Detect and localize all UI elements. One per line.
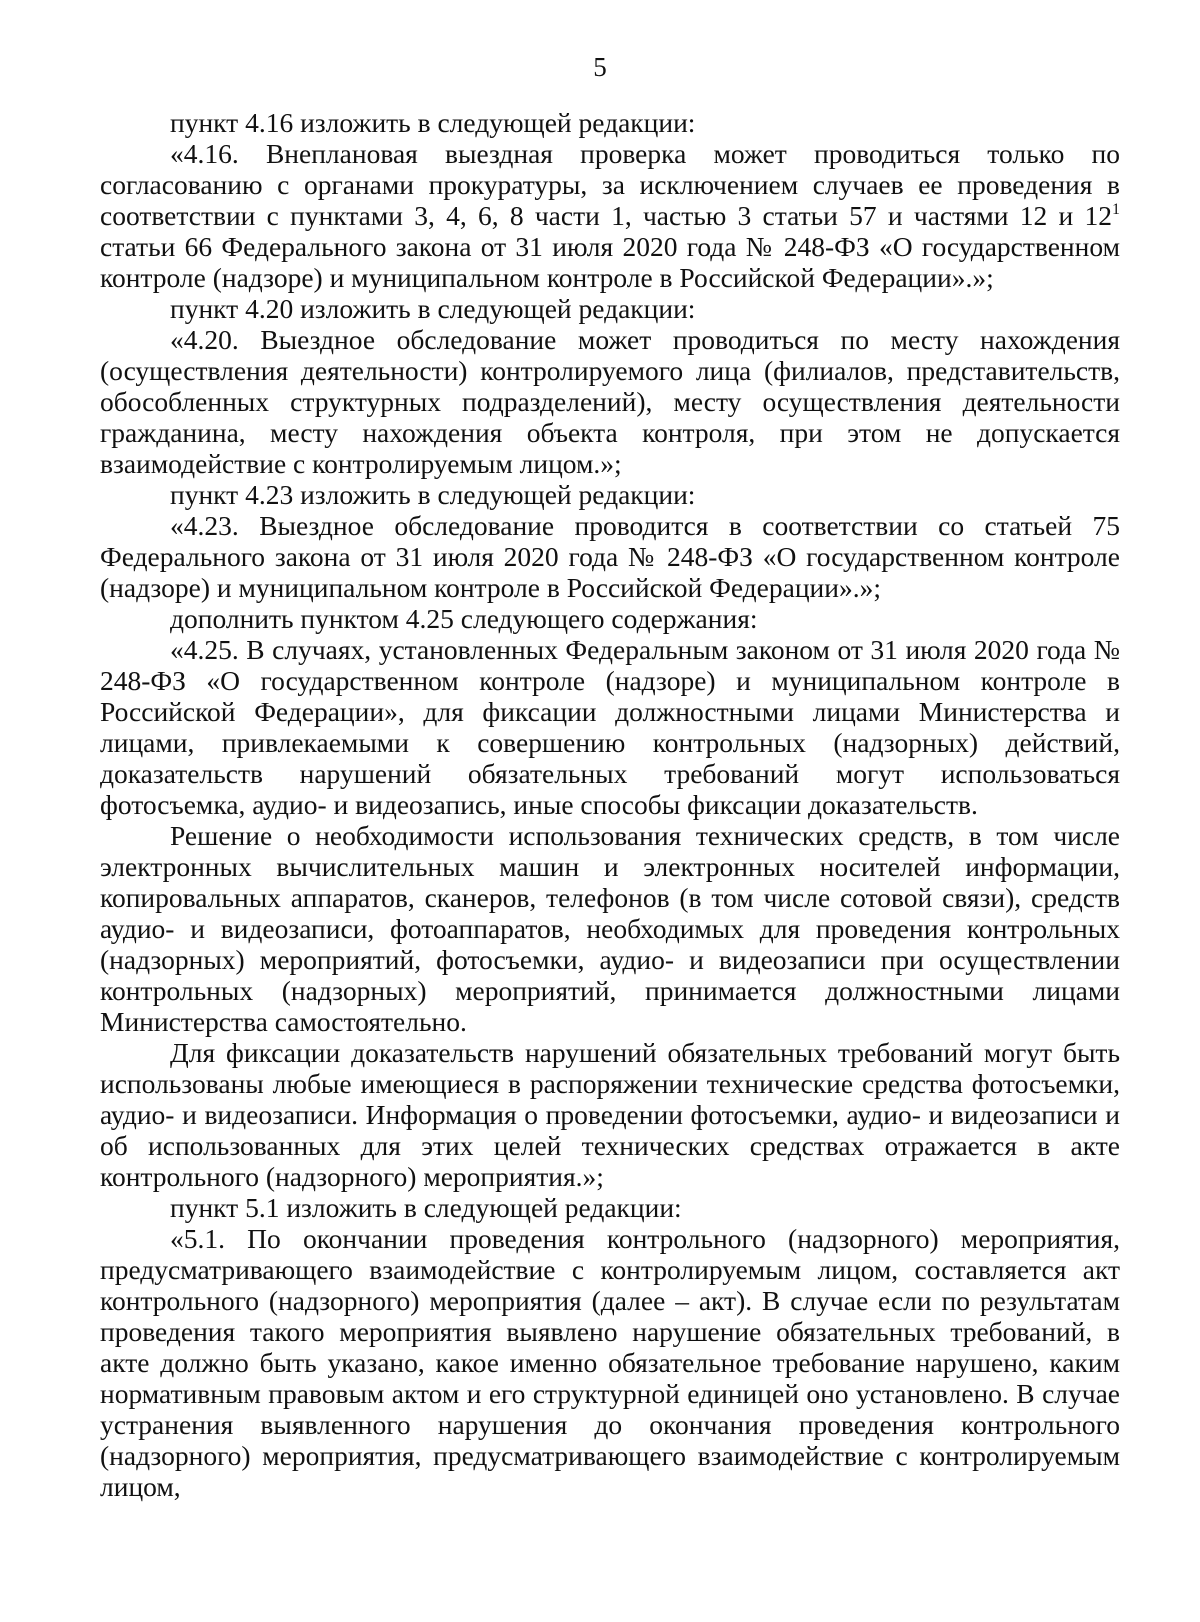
paragraph: Для фиксации доказательств нарушений обязательных требований могут быть использованы любые имеющиеся в распоряжении технические средства фотосъемки, аудио- и видеозаписи. Информация о проведении фотосъемки, аудио- и видеозаписи и об использованных для этих целей технических средствах отражается в акте контрольного (надзорного) мероприятия.»; — [100, 1037, 1120, 1192]
paragraph: «4.25. В случаях, установленных Федеральным законом от 31 июля 2020 года № 248-ФЗ «О государственном контроле (надзоре) и муниципальном контроле в Российской Федерации», для фиксации должностными лицами Министерства и лицами, привлекаемыми к совершению контрольных (надзорных) действий, доказательств нарушений обязательных требований могут использоваться фотосъемка, аудио- и видеозапись, иные способы фиксации доказательств. — [100, 634, 1120, 820]
superscript: 1 — [1112, 201, 1120, 218]
paragraph: пункт 4.16 изложить в следующей редакции: — [170, 107, 696, 138]
paragraph: пункт 4.20 изложить в следующей редакции: — [170, 293, 696, 324]
paragraph: «4.23. Выездное обследование проводится в соответствии со статьей 75 Федерального закона от 31 июля 2020 года № 248-ФЗ «О государственном контроле (надзоре) и муниципальном контроле в Российской Федерации».»; — [100, 510, 1120, 603]
paragraph: «4.20. Выездное обследование может проводиться по месту нахождения (осуществления деятельности) контролируемого лица (филиалов, представительств, обособленных структурных подразделений), месту осуществления деятельности гражданина, месту нахождения объекта контроля, при этом не допускается взаимодействие с контролируемым лицом.»; — [100, 324, 1120, 479]
page-number: 5 — [593, 52, 607, 82]
paragraph: дополнить пунктом 4.25 следующего содержания: — [170, 603, 758, 634]
paragraph: пункт 5.1 изложить в следующей редакции: — [170, 1192, 682, 1223]
paragraph: Решение о необходимости использования технических средств, в том числе электронных вычислительных машин и электронных носителей информации, копировальных аппаратов, сканеров, телефонов (в том числе сотовой связи), средств аудио- и видеозаписи, фотоаппаратов, необходимых для проведения контрольных (надзорных) мероприятий, фотосъемки, аудио- и видеозаписи при осуществлении контрольных (надзорных) мероприятий, принимается должностными лицами Министерства самостоятельно. — [100, 820, 1120, 1037]
document-body — [100, 107, 1120, 1502]
paragraph: «4.16. Внеплановая выездная проверка может проводиться только по согласованию с органами прокуратуры, за исключением случаев ее проведения в соответствии с пунктами 3, 4, 6, 8 части 1, частью 3 статьи 57 и частями 12 и $12^1$ статьи 66 Федерального закона от 31 июля 2020 года № 248-ФЗ «О государственном контроле (надзоре) и муниципальном контроле в Российской Федерации».»; — [100, 138, 1120, 293]
paragraph: пункт 4.23 изложить в следующей редакции: — [170, 479, 696, 510]
paragraph: «5.1. По окончании проведения контрольного (надзорного) мероприятия, предусматривающего взаимодействие с контролируемым лицом, составляется акт контрольного (надзорного) мероприятия (далее – акт). В случае если по результатам проведения такого мероприятия выявлено нарушение обязательных требований, в акте должно быть указано, какое именно обязательное требование нарушено, каким нормативным правовым актом и его структурной единицей оно установлено. В случае устранения выявленного нарушения до окончания проведения контрольного (надзорного) мероприятия, предусматривающего взаимодействие с контролируемым лицом, — [100, 1223, 1120, 1502]
